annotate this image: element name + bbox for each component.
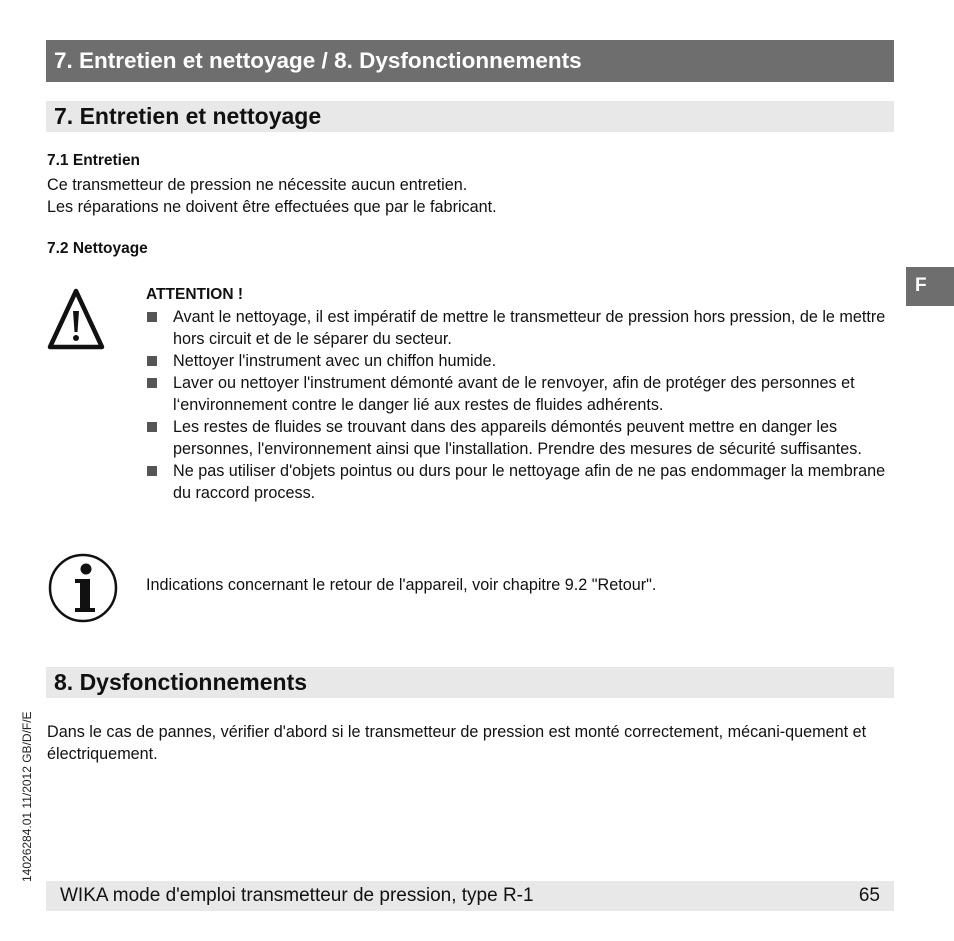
language-tab-label: F [915, 275, 927, 296]
bullet-text: Avant le nettoyage, il est impératif de mettre le transmetteur de pression hors pression, de le mettre hors circuit et de le séparer du secteur. [173, 308, 886, 348]
bullet-square-icon [147, 312, 157, 322]
subsection-7-2-title: 7.2 Nettoyage [47, 240, 148, 257]
footer-text: WIKA mode d'emploi transmetteur de pression, type R-1 [60, 885, 534, 906]
bullet-text: Nettoyer l'instrument avec un chiffon humide. [173, 352, 497, 370]
paragraph-line: Ce transmetteur de pression ne nécessite aucun entretien. [47, 176, 468, 194]
section-8-title: 8. Dysfonctionnements [54, 669, 308, 695]
section-7-heading [46, 101, 894, 132]
bullet-text: Les restes de fluides se trouvant dans des appareils démontés peuvent mettre en danger les personnes, l'environnement ainsi que l'installation. Prendre des mesures de sécurité suffisantes. [173, 418, 862, 458]
bullet-square-icon [147, 356, 157, 366]
document-code: 14026284.01 11/2012 GB/D/F/E [20, 711, 34, 882]
info-text: Indications concernant le retour de l'appareil, voir chapitre 9.2 "Retour". [146, 576, 657, 594]
language-tab [906, 267, 954, 306]
bullet-text: Ne pas utiliser d'objets pointus ou durs pour le nettoyage afin de ne pas endommager la membrane du raccord process. [173, 462, 886, 502]
attention-label: ATTENTION ! [146, 286, 244, 303]
chapter-header-bar [46, 40, 894, 82]
attention-bullet-list [146, 306, 896, 504]
page-footer [46, 881, 894, 911]
list-item [146, 460, 896, 504]
subsection-7-1-text [47, 174, 897, 218]
section-8-heading [46, 667, 894, 698]
list-item [146, 372, 896, 416]
chapter-header-title: 7. Entretien et nettoyage / 8. Dysfonctionnements [54, 48, 582, 73]
page-number: 65 [858, 885, 880, 906]
bullet-text: Laver ou nettoyer l'instrument démonté avant de le renvoyer, afin de protéger des personnes et l‘environnement contre le danger lié aux restes de fluides adhérents. [173, 374, 855, 414]
warning-triangle-icon [47, 287, 105, 358]
bullet-square-icon [147, 378, 157, 388]
section-7-title: 7. Entretien et nettoyage [54, 103, 322, 129]
list-item [146, 306, 896, 350]
list-item [146, 416, 896, 460]
bullet-square-icon [147, 466, 157, 476]
bullet-square-icon [147, 422, 157, 432]
list-item [146, 350, 896, 372]
subsection-7-1-title: 7.1 Entretien [47, 152, 141, 169]
paragraph-line: Les réparations ne doivent être effectuées que par le fabricant. [47, 198, 497, 216]
section-8-text: Dans le cas de pannes, vérifier d'abord si le transmetteur de pression est monté correctement, mécani-quement et électriquement. [47, 723, 867, 763]
info-circle-icon [48, 552, 118, 629]
